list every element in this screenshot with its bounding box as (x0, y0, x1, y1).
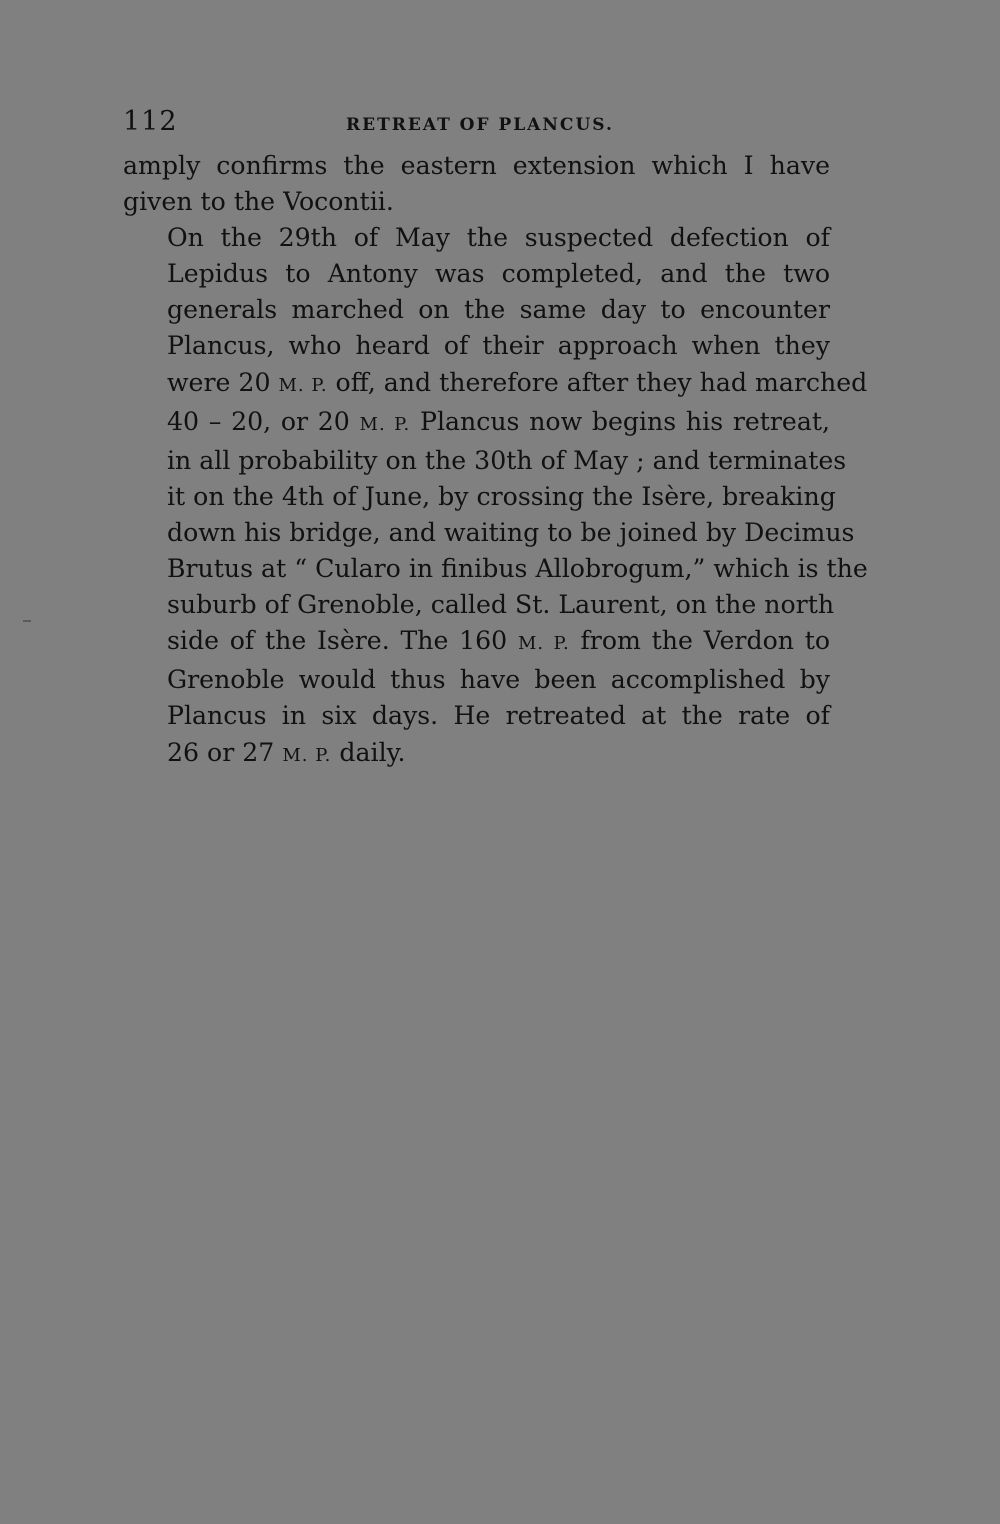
text-line: Grenoble would thus have been accomplished by (167, 665, 830, 695)
text-line: Plancus, who heard of their approach when they (167, 331, 830, 361)
abbreviation-mp: M. P. (282, 744, 332, 766)
text-line: suburb of Grenoble, called St. Laurent, on the north (167, 590, 835, 620)
body-text (123, 148, 868, 774)
margin-speck (23, 620, 31, 622)
abbreviation-mp: M. P. (517, 633, 570, 655)
running-head (123, 100, 830, 148)
paragraph-1 (123, 148, 830, 220)
paragraph-2 (123, 220, 868, 773)
text-line: Plancus in six days. He retreated at the rate of (167, 701, 830, 731)
text-line: amply confirms the eastern extension which I have (123, 151, 830, 180)
abbreviation-mp: M. P. (278, 374, 328, 396)
text-line: side of the Isère. The 160 M. P. from the Verdon to (167, 626, 830, 656)
text-line: were 20 M. P. off, and therefore after they had marched (167, 367, 868, 397)
text-line: 40 – 20, or 20 M. P. Plancus now begins his retreat, (167, 406, 830, 436)
text-line: down his bridge, and waiting to be joined by Decimus (167, 517, 855, 547)
text-line: given to the Vocontii. (123, 187, 394, 217)
text-line: it on the 4th of June, by crossing the Isère, breaking (167, 481, 836, 511)
text-line: Lepidus to Antony was completed, and the two (167, 259, 830, 289)
abbreviation-mp: M. P. (359, 413, 411, 435)
text-line: in all probability on the 30th of May ; and terminates (167, 445, 847, 475)
text-line: Brutus at “ Cularo in finibus Allobrogum,” which is the (167, 554, 868, 584)
running-title: RETREAT OF PLANCUS. (346, 115, 614, 135)
text-line: On the 29th of May the suspected defection of (167, 223, 830, 253)
page-number: 112 (123, 106, 178, 137)
book-page (123, 100, 868, 774)
text-line: generals marched on the same day to encounter (167, 295, 830, 325)
text-line: 26 or 27 M. P. daily. (167, 737, 406, 767)
